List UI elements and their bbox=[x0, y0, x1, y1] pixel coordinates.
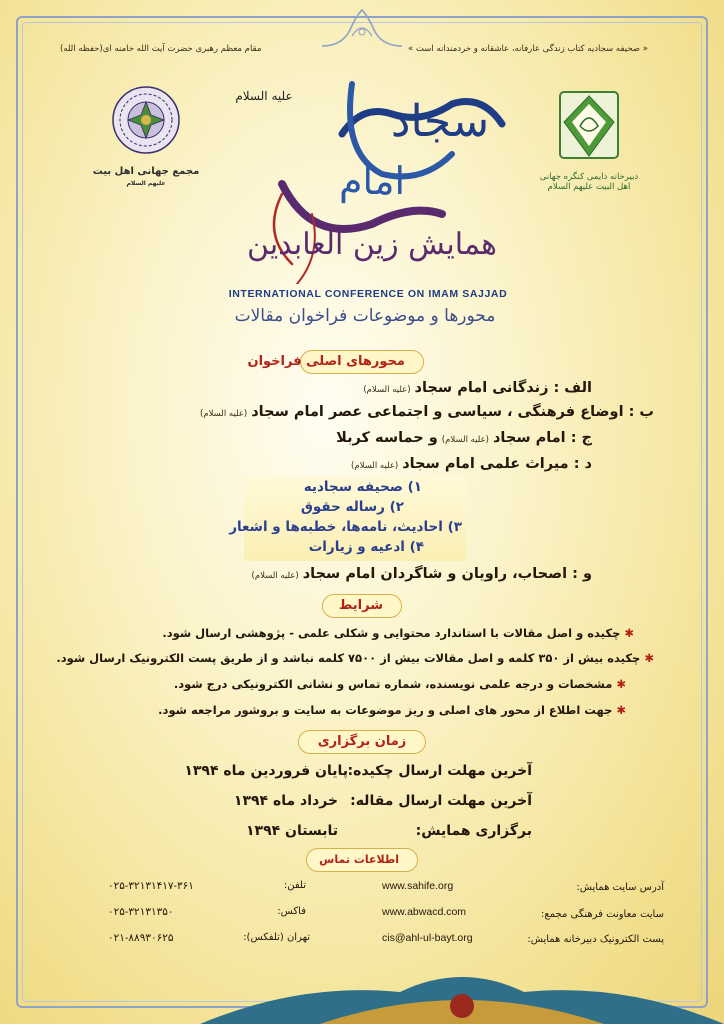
axis-note: (علیه السلام) bbox=[200, 409, 248, 419]
bullet-icon: ✱ bbox=[616, 703, 626, 717]
calligraphy-line-1: سجاد bbox=[390, 96, 490, 147]
email-link[interactable]: cis@ahl-ul-bayt.org bbox=[382, 932, 473, 944]
subitem-sahifa: ۱) صحیفه سجادیه bbox=[303, 479, 422, 495]
axis-note: (علیه السلام) bbox=[351, 461, 399, 471]
axis-note: (علیه السلام) bbox=[441, 435, 489, 445]
axes-heading-badge bbox=[247, 350, 424, 374]
fax-value: ۰۲۵-۳۲۱۳۱۳۵۰ bbox=[108, 906, 174, 918]
top-ornament-icon bbox=[312, 6, 412, 50]
calligraphy-line-3: همایش زین العابدین bbox=[246, 227, 498, 262]
conditions-heading-badge bbox=[322, 594, 402, 618]
condition-item: ✱چکیده بیش از ۳۵۰ کلمه و اصل مقالات بیش از ۷۵۰۰ کلمه نباشد و از طریق پست الکترونیک ارسال شود. bbox=[56, 651, 654, 665]
conference-date-value: تابستان ۱۳۹۴ bbox=[246, 823, 338, 839]
assembly-site-label: سایت معاونت فرهنگی مجمع: bbox=[541, 909, 664, 920]
calligraphy-title bbox=[222, 64, 522, 284]
axis-note: (علیه السلام) bbox=[363, 385, 411, 395]
left-logo-honorific: علیهم السلام bbox=[126, 180, 166, 187]
green-emblem-icon bbox=[554, 86, 624, 164]
axes-heading: محورهای اصلی فراخوان bbox=[247, 354, 405, 369]
email-label: پست الکترونیک دبیرخانه همایش: bbox=[527, 934, 664, 945]
schedule-heading-badge bbox=[298, 730, 426, 754]
subitem-hadith: ۳) احادیث، نامه‌ها، خطبه‌ها و اشعار bbox=[229, 519, 462, 535]
assembly-site-link[interactable]: www.abwacd.com bbox=[382, 906, 467, 918]
ahlulbayt-assembly-logo bbox=[86, 84, 206, 188]
paper-deadline-value: خرداد ماه ۱۳۹۴ bbox=[233, 793, 338, 809]
calligraphy-honorific: علیه السلام bbox=[235, 89, 293, 103]
axis-item-dal: د : میراث علمی امام سجاد(علیه السلام) bbox=[351, 456, 592, 472]
condition-item: ✱مشخصات و درجه علمی نویسنده، شماره تماس و نشانی الکترونیکی درج شود. bbox=[173, 677, 626, 691]
bullet-icon: ✱ bbox=[616, 677, 626, 691]
tehran-label: تهران (تلفکس): bbox=[243, 932, 310, 943]
abstract-deadline-value: پایان فروردین ماه ۱۳۹۴ bbox=[184, 763, 348, 779]
axis-tail: و حماسه کربلا bbox=[336, 430, 438, 446]
subitem-risalat: ۲) رساله حقوق bbox=[300, 499, 404, 515]
bullet-icon: ✱ bbox=[624, 626, 634, 640]
condition-item: ✱چکیده و اصل مقالات با استاندارد محتوایی و شکلی علمی - پژوهشی ارسال شود. bbox=[162, 626, 634, 640]
axis-note: (علیه السلام) bbox=[251, 571, 299, 581]
conditions-heading: شرایط bbox=[338, 598, 383, 613]
right-logo-caption: دبیرخانه دایمی کنگره جهانی اهل البیت علیهم السلام bbox=[539, 172, 639, 192]
calligraphy-line-2: امام bbox=[338, 159, 406, 203]
paper-deadline-label: آخرین مهلت ارسال مقاله: bbox=[350, 793, 532, 809]
conference-date-label: برگزاری همایش: bbox=[415, 823, 532, 839]
axis-item-jim: ج : امام سجاد(علیه السلام)و حماسه کربلا bbox=[336, 430, 592, 446]
conference-secretariat-logo bbox=[534, 86, 644, 192]
contact-heading-badge bbox=[306, 848, 418, 872]
contact-heading: اطلاعات تماس bbox=[319, 853, 399, 866]
abstract-deadline-label: آخرین مهلت ارسال چکیده: bbox=[347, 763, 532, 779]
condition-item: ✱جهت اطلاع از محور های اصلی و ریز موضوعات به سایت و بروشور مراجعه شود. bbox=[158, 703, 626, 717]
fax-label: فاکس: bbox=[277, 906, 306, 917]
leader-attribution: مقام معظم رهبری حضرت آیت الله خامنه ای(حفظه الله) bbox=[60, 44, 262, 54]
axis-item-be: ب : اوضاع فرهنگی ، سیاسی و اجتماعی عصر امام سجاد(علیه السلام) bbox=[200, 404, 654, 420]
site-link[interactable]: www.sahife.org bbox=[382, 880, 454, 892]
phone-label: تلفن: bbox=[283, 880, 306, 891]
tehran-value: ۰۲۱-۸۸۹۳۰۶۲۵ bbox=[108, 932, 174, 944]
phone-value: ۰۲۵-۳۲۱۳۱۴۱۷-۳۶۱ bbox=[108, 880, 194, 892]
conference-english-title: INTERNATIONAL CONFERENCE ON IMAM SAJJAD bbox=[228, 288, 508, 300]
site-label: آدرس سایت همایش: bbox=[576, 882, 664, 893]
header-quote: « صحیفه سجادیه کتاب زندگی عارفانه، عاشقانه و خردمندانه است » bbox=[408, 44, 648, 54]
axis-item-alef: الف : زندگانی امام سجاد(علیه السلام) bbox=[363, 380, 592, 396]
schedule-heading: زمان برگزاری bbox=[317, 734, 407, 749]
bullet-icon: ✱ bbox=[644, 651, 654, 665]
subitem-duas: ۴) ادعیه و زیارات bbox=[308, 539, 424, 555]
call-for-papers-subtitle: محورها و موضوعات فراخوان مقالات bbox=[234, 306, 496, 326]
bottom-ornament-icon bbox=[200, 962, 724, 1024]
left-logo-caption: مجمع جهانی اهل بیت علیهم السلام bbox=[92, 166, 200, 187]
rosette-logo-icon bbox=[106, 84, 186, 156]
axis-item-vav: و : اصحاب، راویان و شاگردان امام سجاد(علیه السلام) bbox=[251, 566, 592, 582]
